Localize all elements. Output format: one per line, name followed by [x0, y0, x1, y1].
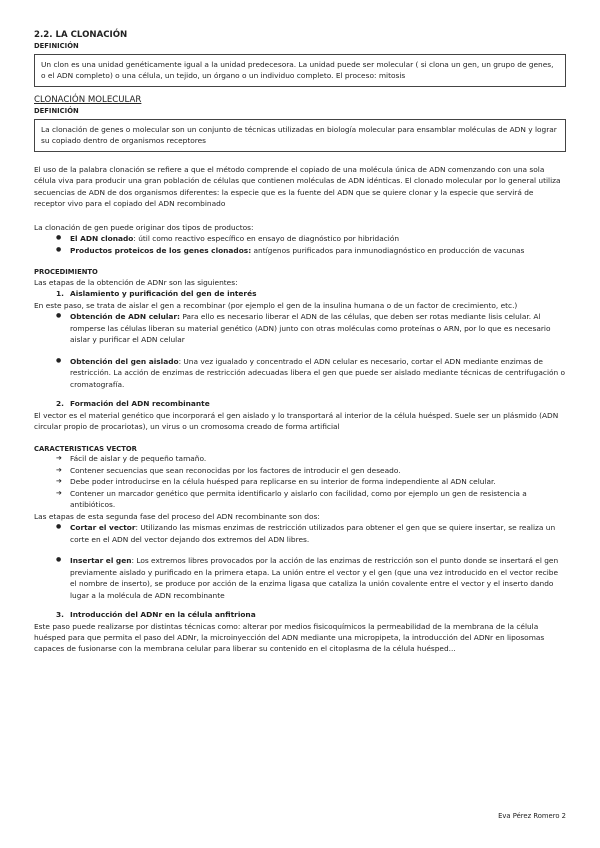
list-item: ● Cortar el vector: Utilizando las mismas enzimas de restricción utilizados para obtener el gen que se quiere insertar, se realiza un corte en el ADN del vector dejando dos extremos del ADN libres.: [56, 522, 566, 545]
page-footer: Eva Pérez Romero 2: [498, 812, 566, 820]
step-heading: 2. Formación del ADN recombinante: [56, 399, 210, 409]
step-list: [34, 311, 566, 390]
list-item: ● Obtención del gen aislado: Una vez igualado y concentrado el ADN celular es necesario, cortar el ADN mediante enzimas de restricción. La acción de enzimas de restricción adecuadas libera el gen que puede ser aislado mediante técnicas de centrifugación o cromatografía.: [56, 356, 566, 390]
paragraph: Las etapas de esta segunda fase del proceso del ADN recombinante son dos:: [34, 511, 320, 521]
list-item: ➔ Contener un marcador genético que permita identificarlo y aislarlo con facilidad, como por ejemplo un gen de resistencia a antibióticos.: [56, 488, 566, 511]
subsection-title: CLONACIÓN MOLECULAR: [34, 94, 142, 105]
list-item: ➔ Debe poder introducirse en la célula huésped para replicarse en su interior de forma independiente al ADN celular.: [56, 476, 566, 487]
section-title: 2.2. LA CLONACIÓN: [34, 30, 128, 40]
list-item: ● Obtención de ADN celular: Para ello es necesario liberar el ADN de las células, que deben ser rotas mediante lisis celular. Al romperse las células liberan su material genético (ADN) junto con otras moléculas como proteínas o ARN, por lo que es necesario aislar y purificar el ADN celular: [56, 311, 566, 345]
paragraph: En este paso, se trata de aislar el gen a recombinar (por ejemplo el gen de la insulina humana o de un factor de crecimiento, etc.): [34, 300, 518, 310]
definition-text: La clonación de genes o molecular son un conjunto de técnicas utilizadas en biología molecular para ensamblar moléculas de ADN y lograr su copiado dentro de organismos receptores: [41, 124, 557, 146]
definition-label: DEFINICIÓN: [34, 107, 79, 116]
paragraph: Las etapas de la obtención de ADNr son las siguientes:: [34, 277, 238, 287]
list-item: ➔ Contener secuencias que sean reconocidas por los factores de introducir el gen deseado.: [56, 465, 566, 476]
procedure-label: PROCEDIMIENTO: [34, 268, 98, 277]
definition-label: DEFINICIÓN: [34, 42, 79, 51]
list-item: ● Productos proteicos de los genes clonados: antígenos purificados para inmunodiagnóstico en producción de vacunas: [56, 245, 566, 256]
list-item: ➔ Fácil de aislar y de pequeño tamaño.: [56, 453, 566, 464]
paragraph: La clonación de gen puede originar dos tipos de productos:: [34, 222, 254, 232]
step-heading: 3. Introducción del ADNr en la célula anfitriona: [56, 610, 256, 620]
product-list: [34, 233, 566, 256]
vector-label: CARACTERISTICAS VECTOR: [34, 444, 137, 453]
definition-box: [34, 119, 566, 152]
step-heading: 1. Aislamiento y purificación del gen de interés: [56, 289, 257, 299]
definition-text: Un clon es una unidad genéticamente igual a la unidad predecesora. La unidad puede ser molecular ( si clona un gen, un grupo de genes, o el ADN completo) o una célula, un tejido, un órgano o un individuo completo. El proceso: mitosis: [41, 60, 554, 81]
phase-list: [34, 522, 566, 601]
paragraph: El uso de la palabra clonación se refiere a que el método comprende el copiado de una molécula única de ADN comenzando con una sola célula viva para producir una gran población de células que contienen moléculas de ADN idénticas. El clonado molecular por lo general utiliza secuencias de ADN de dos organismos diferentes: la especie que es la fuente del ADN que se quiere clonar y la especie que servirá de receptor vivo para el copiado del ADN recombinado: [34, 164, 561, 209]
paragraph: El vector es el material genético que incorporará el gen aislado y lo transportará al interior de la célula huésped. Suele ser un plásmido (ADN circular propio de procariotas), un virus o un cromosoma creado de forma artificial: [34, 410, 559, 432]
paragraph: Este paso puede realizarse por distintas técnicas como: alterar por medios fisicoquímicos la permeabilidad de la membrana de la célula huésped para que permita el paso del ADNr, la microinyección del ADN mediante una micropipeta, la introducción del ADNr en liposomas capaces de fusionarse con la membrana celular para liberar su contenido en el citoplasma de la célula huésped...: [34, 621, 545, 654]
list-item: ● Insertar el gen: Los extremos libres provocados por la acción de las enzimas de restricción son el punto donde se insertará el gen previamente aislado y purificado en la primera etapa. La unión entre el vector y el gen (que una vez introducido en el vector recibe el nombre de inserto), se produce por acción de la enzima ligasa que cataliza la unión covalente entre el vector y el inserto dando lugar a la molécula de ADN recombinante: [56, 555, 566, 601]
list-item: ● El ADN clonado: útil como reactivo específico en ensayo de diagnóstico por hibridación: [56, 233, 566, 244]
vector-list: [34, 453, 566, 510]
definition-box: [34, 54, 566, 87]
